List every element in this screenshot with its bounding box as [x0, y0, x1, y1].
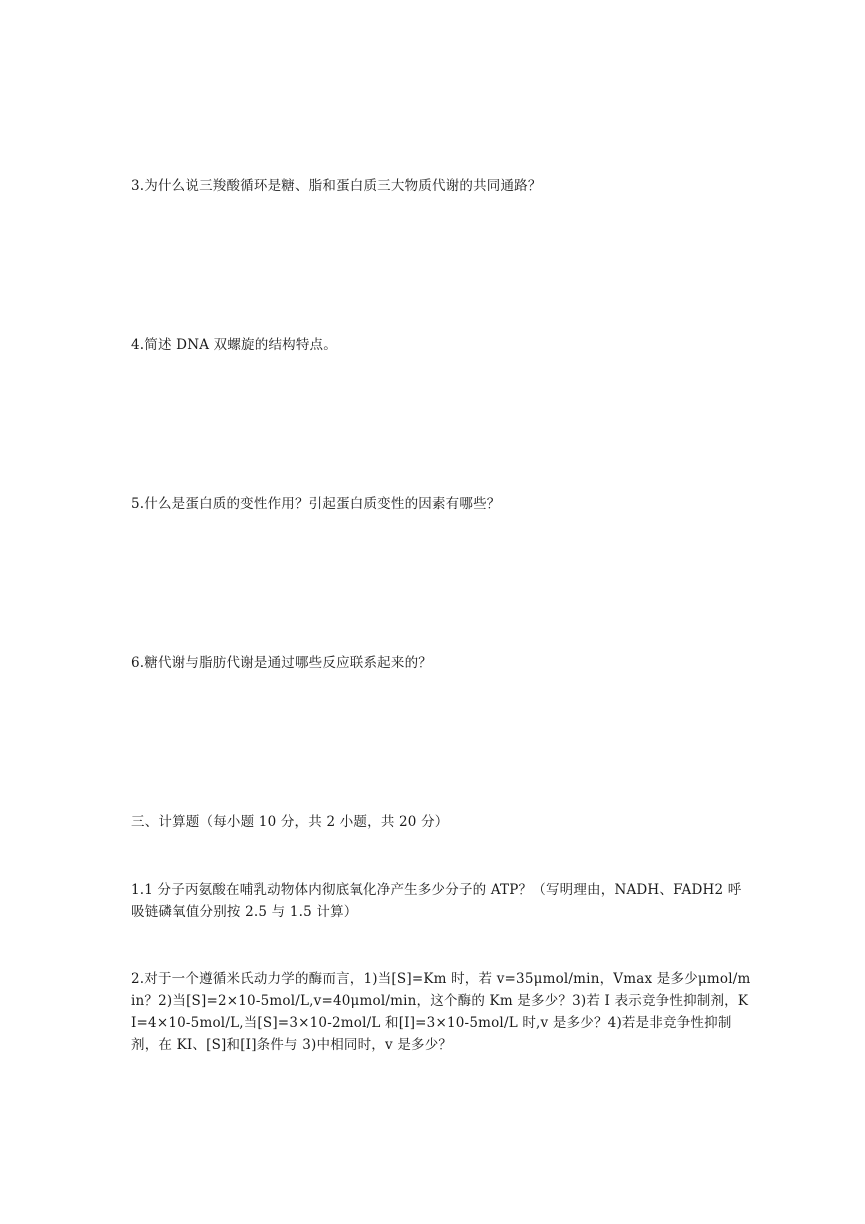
question-3: 3.为什么说三羧酸循环是糖、脂和蛋白质三大物质代谢的共同通路？	[131, 178, 542, 194]
calc-question-2: 2.对于一个遵循米氏动力学的酶而言，1)当[S]=Km 时，若 v=35μmol/min，Vmax 是多少μmol/min？2)当[S]=2×10-5mol/L,v=40μmol/min，这个酶的 Km 是多少？3)若 I 表示竞争性抑制剂，KI=4×10-5mol/L,当[S]=3×10-2mol/L 和[I]=3×10-5mol/L 时,v 是多少？4)若是非竞争性抑制剂，在 KI、[S]和[I]条件与 3)中相同时，v 是多少？	[131, 971, 751, 1053]
question-4: 4.简述 DNA 双螺旋的结构特点。	[131, 337, 337, 353]
calc-question-1: 1.1 分子丙氨酸在哺乳动物体内彻底氧化净产生多少分子的 ATP？（写明理由，NADH、FADH2 呼吸链磷氧值分别按 2.5 与 1.5 计算）	[131, 882, 742, 920]
section-3-heading: 三、计算题（每小题 10 分，共 2 小题，共 20 分）	[131, 814, 449, 830]
question-6: 6.糖代谢与脂肪代谢是通过哪些反应联系起来的？	[131, 655, 432, 671]
question-5: 5.什么是蛋白质的变性作用？引起蛋白质变性的因素有哪些？	[131, 496, 501, 512]
